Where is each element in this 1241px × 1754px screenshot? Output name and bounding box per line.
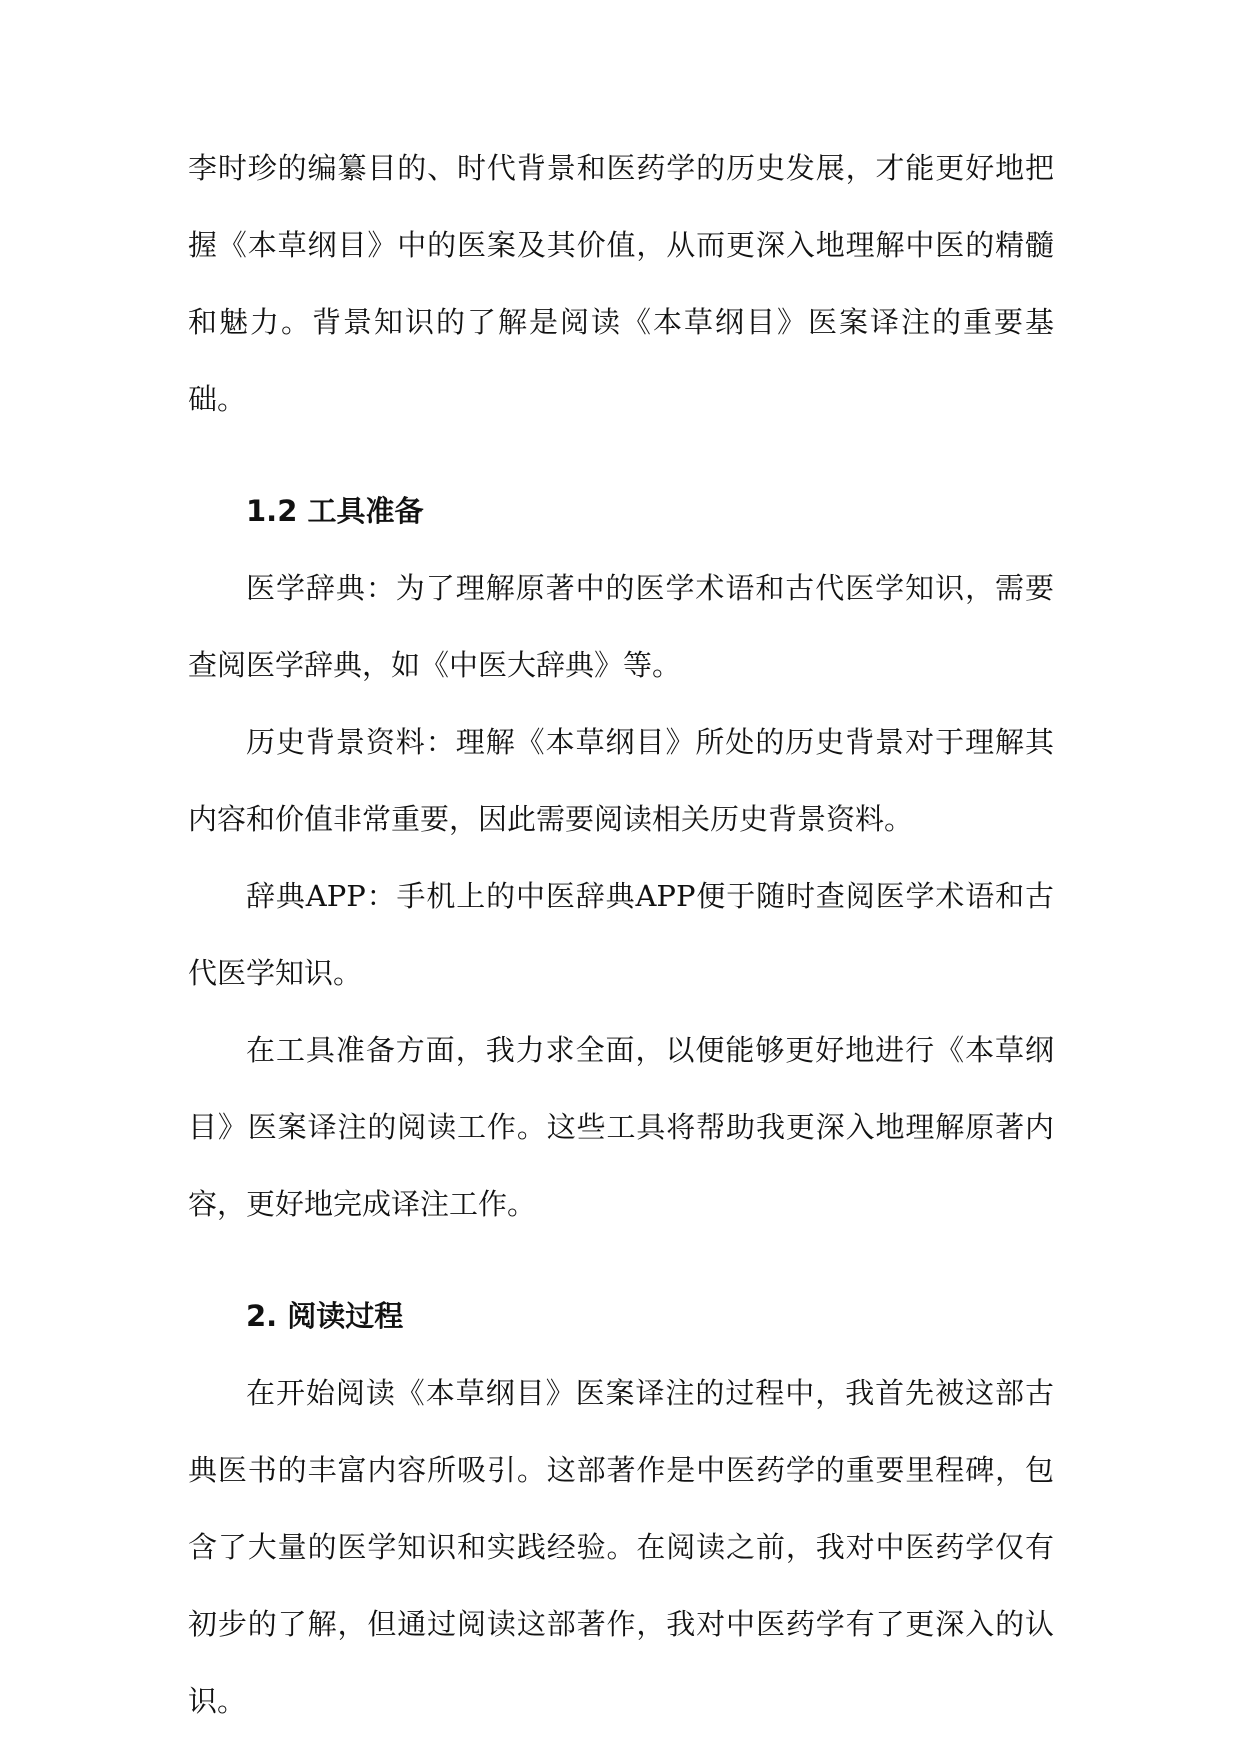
dictionary-app-paragraph: 辞典APP：手机上的中医辞典APP便于随时查阅医学术语和古代医学知识。: [188, 879, 1054, 990]
document-page: [188, 130, 1054, 1740]
medical-dictionary-paragraph: 医学辞典：为了理解原著中的医学术语和古代医学知识，需要查阅医学辞典，如《中医大辞典》等。: [188, 571, 1054, 682]
section-1-2-heading: 1.2 工具准备: [246, 494, 424, 528]
section-2-heading: 2. 阅读过程: [246, 1299, 404, 1333]
reading-process-paragraph: 在开始阅读《本草纲目》医案译注的过程中，我首先被这部古典医书的丰富内容所吸引。这部著作是中医药学的重要里程碑，包含了大量的医学知识和实践经验。在阅读之前，我对中医药学仅有初步的了解，但通过阅读这部著作，我对中医药学有了更深入的认识。: [188, 1376, 1054, 1718]
historical-background-paragraph: 历史背景资料：理解《本草纲目》所处的历史背景对于理解其内容和价值非常重要，因此需要阅读相关历史背景资料。: [188, 725, 1054, 836]
intro-continuation-paragraph: 李时珍的编纂目的、时代背景和医药学的历史发展，才能更好地把握《本草纲目》中的医案及其价值，从而更深入地理解中医的精髓和魅力。背景知识的了解是阅读《本草纲目》医案译注的重要基础。: [188, 151, 1054, 416]
tool-preparation-summary-paragraph: 在工具准备方面，我力求全面，以便能够更好地进行《本草纲目》医案译注的阅读工作。这些工具将帮助我更深入地理解原著内容，更好地完成译注工作。: [188, 1033, 1054, 1221]
